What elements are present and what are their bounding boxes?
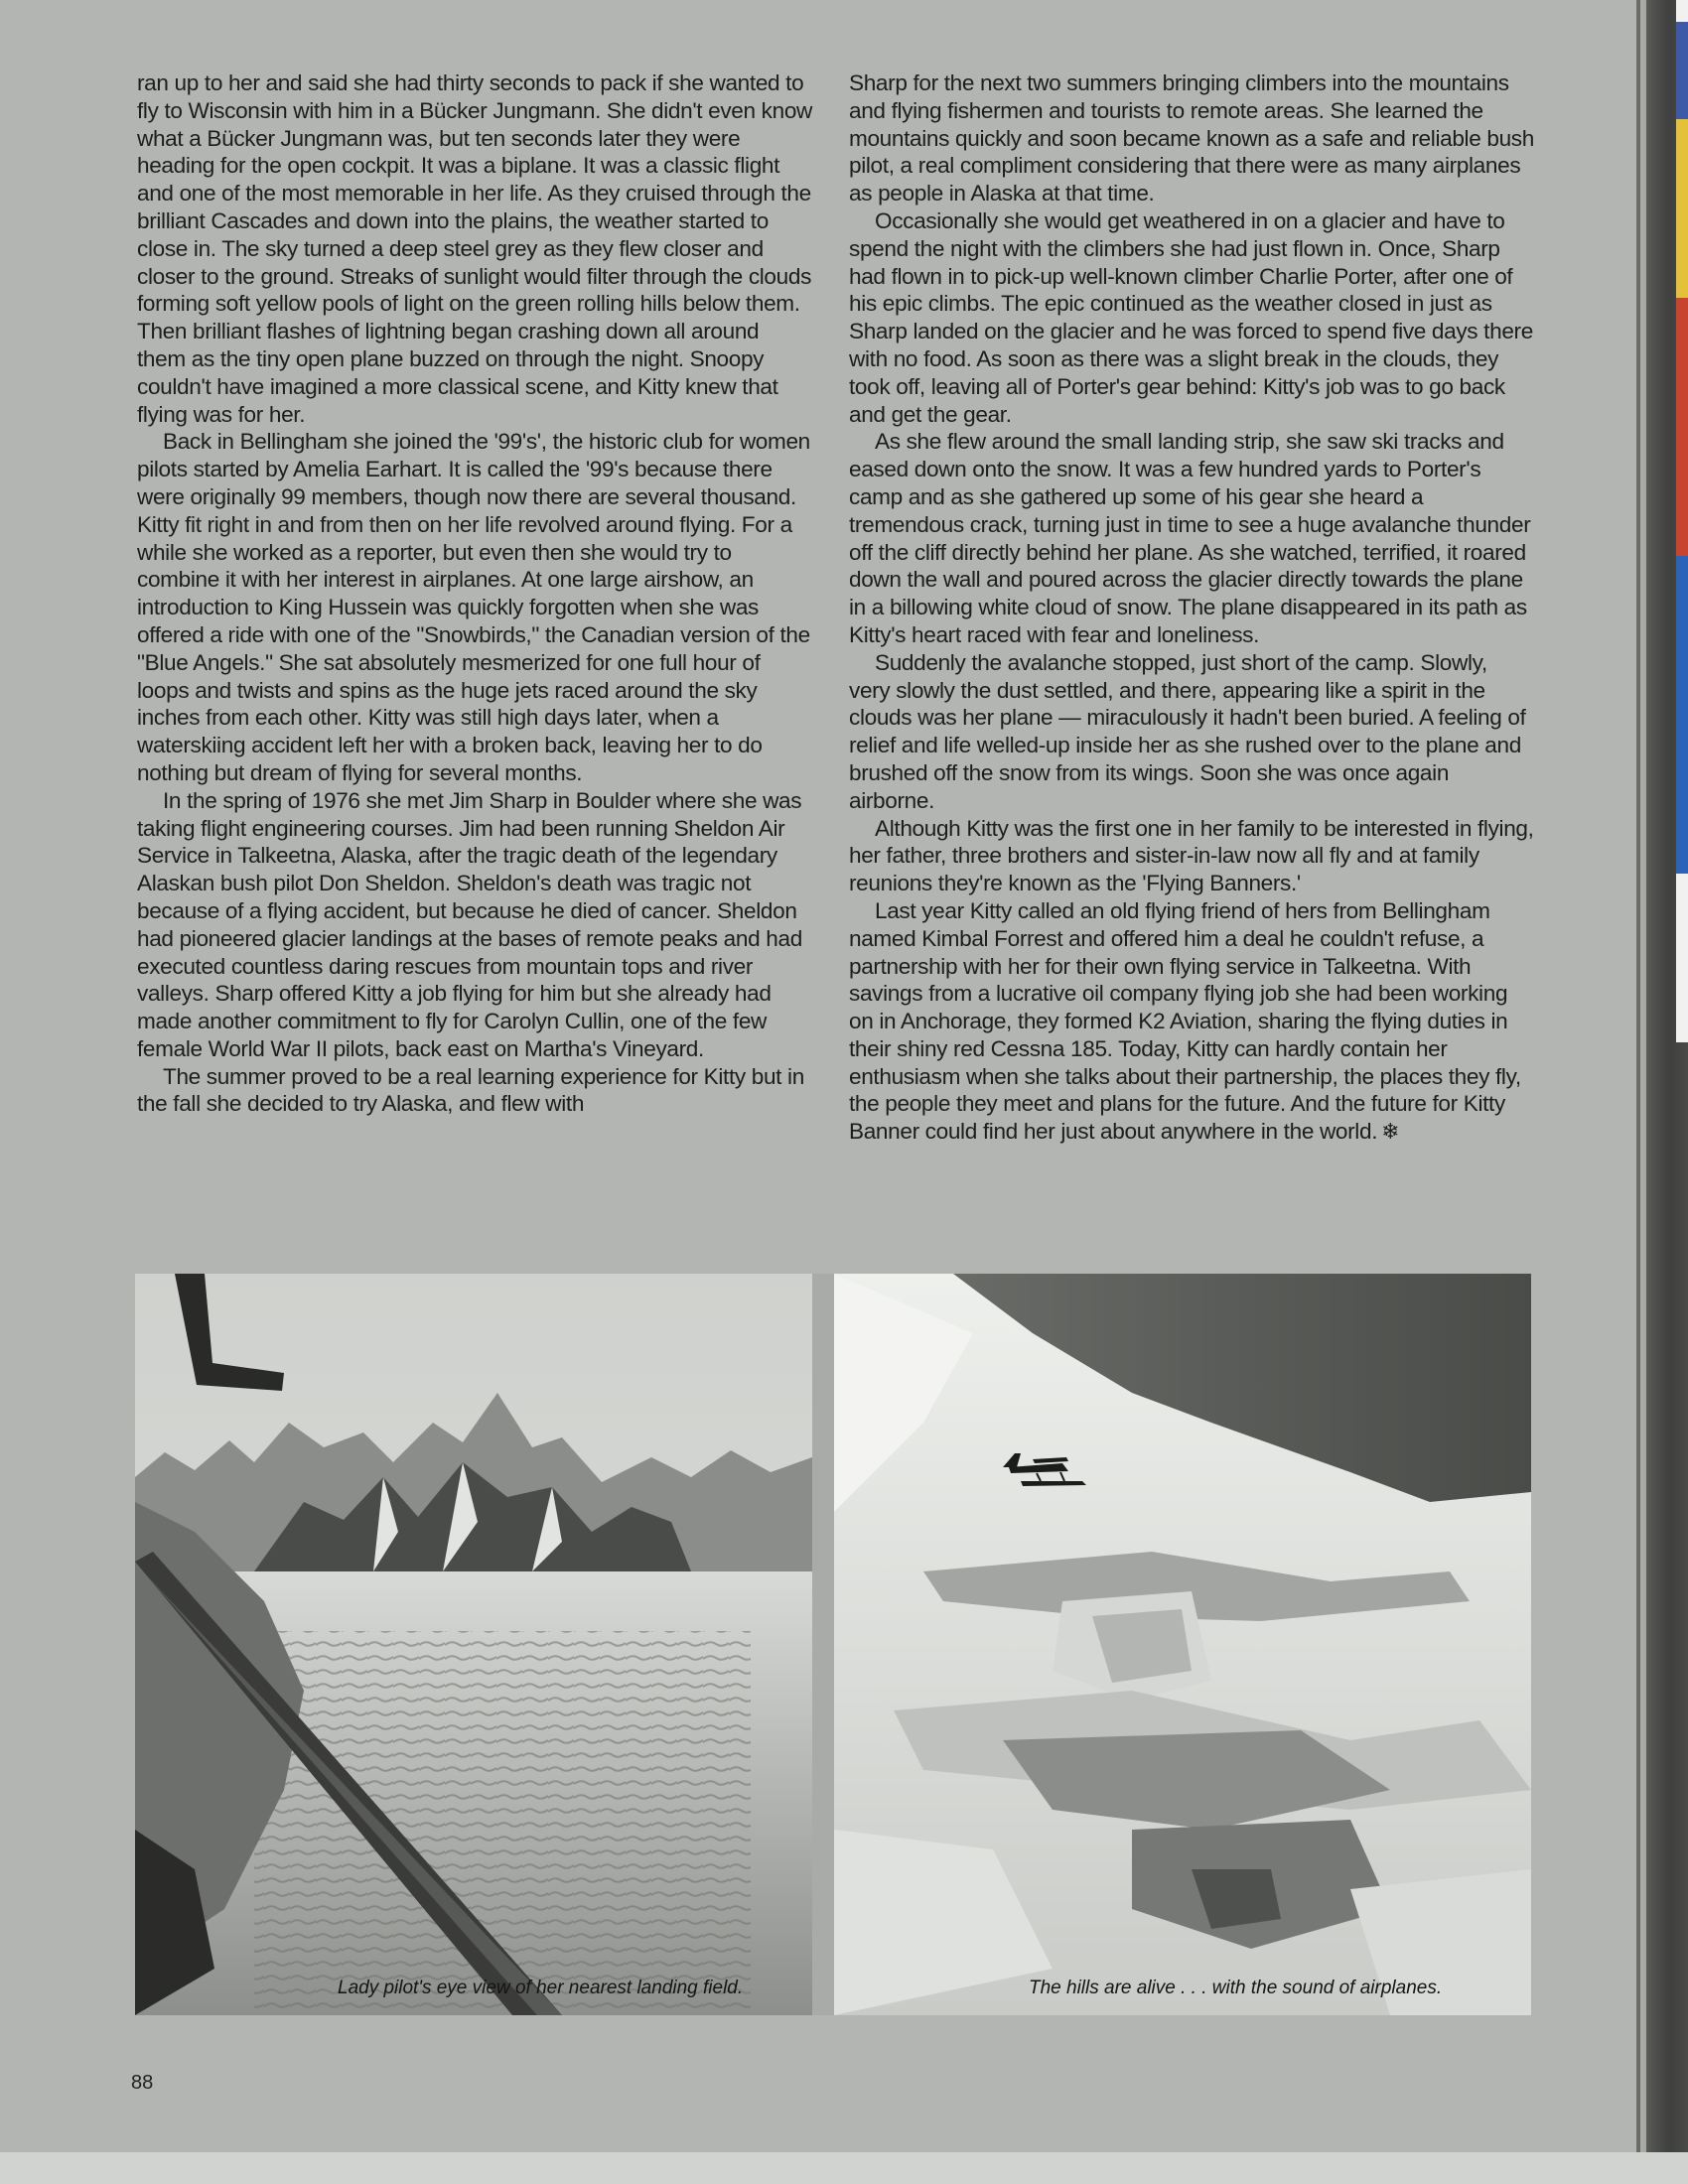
article-paragraph: As she flew around the small landing strip, she saw ski tracks and eased down onto the snow. It was a few hundred yards to Porter's camp and as she gathered up some of his gear she heard a tremendous crack, turning just in time to see a huge avalanche thunder off the cliff directly behind her plane. As she watched, terrified, it roared down the wall and poured across the glacier directly towards the plane in a billowing white cloud of snow. The plane disappeared in its path as Kitty's heart raced with fear and loneliness. — [849, 429, 1531, 647]
page-number: 88 — [131, 2072, 154, 2094]
article-paragraph: In the spring of 1976 she met Jim Sharp in Boulder where she was taking flight engineering courses. Jim had been running Sheldon Air Service in Talkeetna, Alaska, after the tragic death of the legendary Alaskan bush pilot Don Sheldon. Sheldon's death was tragic not because of a flying accident, but because he died of cancer. Sheldon had pioneered glacier landings at the bases of remote peaks and had executed countless daring rescues from mountain tops and river valleys. Sharp offered Kitty a job flying for him but she already had made another commitment to fly for Carolyn Cullin, one of the few female World War II pilots, back east on Martha's Vineyard. — [137, 787, 802, 1061]
snowflake-end-mark-icon: ❄ — [1381, 1119, 1400, 1145]
article-paragraph: Occasionally she would get weathered in on a glacier and have to spend the night with the climbers she had just flown in. Once, Sharp had flown in to pick-up well-known climber Charlie Porter, after one of his epic climbs. The epic continued as the weather closed in just as Sharp landed on the glacier and he was forced to spend five days there with no food. As soon as there was a slight break in the clouds, they took off, leaving all of Porter's gear behind: Kitty's job was to go back and get the gear. — [849, 207, 1533, 427]
photo-mountain-landing-field — [135, 1274, 812, 2015]
article-paragraph: Suddenly the avalanche stopped, just short of the camp. Slowly, very slowly the dust settled, and there, appearing like a spirit in the clouds was her plane — miraculously it hadn't been buried. A feeling of relief and life welled-up inside her as she rushed over to the plane and brushed off the snow from its wings. Soon she was once again airborne. — [849, 649, 1526, 813]
mountain-glacier-photo-icon — [135, 1274, 812, 2015]
scan-bottom-margin — [0, 2152, 1688, 2184]
article-paragraph-text: Last year Kitty called an old flying friend of hers from Bellingham named Kimbal Forrest and offered him a deal he couldn't refuse, a partnership with her for their own flying service in Talkeetna. With savings from a lucrative oil company flying job she had been working on in Anchorage, they formed K2 Aviation, sharing the flying duties in their shiny red Cessna 185. Today, Kitty can hardly contain her enthusiasm when she talks about their partnership, the places they fly, the people they meet and plans for the future. And the future for Kitty Banner could find her just about anywhere in the world. — [849, 897, 1521, 1145]
photo-floatplane-over-snow — [834, 1274, 1531, 2015]
article-paragraph: ran up to her and said she had thirty seconds to pack if she wanted to fly to Wisconsin with him in a Bücker Jungmann. She didn't even know what a Bücker Jungmann was, but ten seconds later they were heading for the open cockpit. It was a biplane. It was a classic flight and one of the most memorable in her life. As they cruised through the brilliant Cascades and down into the plains, the weather started to close in. The sky turned a deep steel grey as they flew closer and closer to the ground. Streaks of sunlight would filter through the clouds forming soft yellow pools of light on the green rolling hills below them. Then brilliant flashes of lightning began crashing down all around them as the tiny open plane buzzed on through the night. Snoopy couldn't have imagined a more classical scene, and Kitty knew that flying was for her. — [137, 70, 813, 427]
facing-page-edge — [1676, 0, 1688, 1042]
article-paragraph: Back in Bellingham she joined the '99's', the historic club for women pilots started by Amelia Earhart. It is called the '99's because there were originally 99 members, though now there are several thousand. Kitty fit right in and from then on her life revolved around flying. For a while she worked as a reporter, but even then she would try to combine it with her interest in airplanes. At one large airshow, an introduction to King Hussein was quickly forgotten when she was offered a ride with one of the "Snowbirds," the Canadian version of the "Blue Angels." She sat absolutely mesmerized for one full hour of loops and twists and spins as the huge jets raced around the sky inches from each other. Kitty was still high days later, when a waterskiing accident left her with a broken back, leaving her to do nothing but dream of flying for several months. — [137, 429, 810, 785]
photo-caption: Lady pilot's eye view of her nearest landing field. — [338, 1978, 744, 1998]
photo-caption: The hills are alive . . . with the sound of airplanes. — [1029, 1978, 1443, 1998]
photo-gutter — [812, 1274, 834, 2015]
article-paragraph: Sharp for the next two summers bringing climbers into the mountains and flying fishermen and tourists to remote areas. She learned the mountains quickly and soon became known as a safe and reliable bush pilot, a real compliment considering that there were as many airplanes as people in Alaska at that time. — [849, 70, 1534, 206]
article-column-left — [137, 69, 812, 1118]
spine-highlight — [1640, 0, 1646, 2184]
article-paragraph: The summer proved to be a real learning experience for Kitty but in the fall she decided to try Alaska, and flew with — [137, 1063, 804, 1117]
article-column-right — [849, 69, 1534, 1146]
article-paragraph-last — [849, 897, 1534, 1146]
article-paragraph: Although Kitty was the first one in her family to be interested in flying, her father, three brothers and sister-in-law now all fly and at family reunions they're known as the 'Flying Banners.' — [849, 815, 1534, 896]
floatplane-over-snow-photo-icon — [834, 1274, 1531, 2015]
